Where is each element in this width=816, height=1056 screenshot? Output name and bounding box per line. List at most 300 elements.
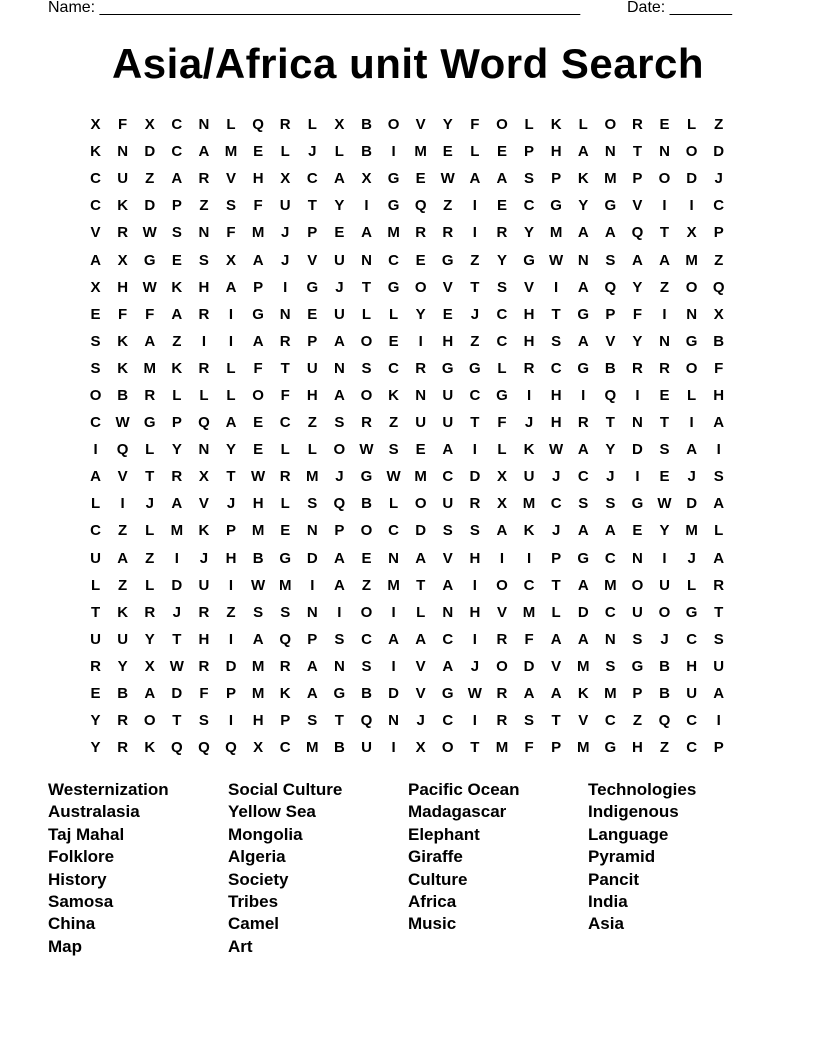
grid-letter: X [253, 739, 264, 757]
grid-letter: J [335, 278, 344, 296]
grid-letter: S [226, 197, 237, 215]
grid-letter: I [716, 712, 721, 730]
grid-letter: O [658, 603, 671, 621]
grid-letter: S [469, 522, 480, 540]
grid-letter: Y [226, 441, 237, 459]
grid-letter: P [226, 685, 237, 703]
word-list-item: Art [228, 936, 253, 956]
grid-letter: A [90, 468, 101, 486]
word-list-item: Language [588, 824, 669, 844]
word-list-item: Pyramid [588, 847, 656, 867]
grid-letter: L [361, 305, 372, 323]
grid-letter: R [361, 414, 372, 432]
grid-letter: S [198, 251, 209, 269]
grid-letter: Y [496, 251, 507, 269]
grid-letter: I [228, 332, 234, 350]
grid-letter: X [144, 657, 155, 675]
grid-letter: U [90, 549, 101, 567]
grid-letter: N [659, 332, 670, 350]
grid-letter: M [251, 685, 265, 703]
grid-letter: L [307, 441, 317, 459]
grid-letter: M [549, 224, 563, 242]
grid-letter: L [307, 116, 317, 134]
grid-letter: A [333, 386, 345, 404]
grid-letter: R [144, 603, 156, 621]
grid-letter: E [415, 441, 426, 459]
grid-letter: J [145, 495, 154, 513]
grid-letter: O [360, 386, 373, 404]
grid-letter: A [415, 549, 427, 567]
word-list-item: Africa [408, 891, 457, 911]
grid-letter: E [442, 305, 453, 323]
grid-letter: S [632, 630, 643, 648]
grid-letter: W [142, 224, 157, 242]
grid-letter: R [198, 170, 210, 188]
grid-letter: E [253, 414, 264, 432]
grid-letter: U [117, 630, 129, 648]
grid-letter: C [604, 549, 616, 567]
grid-letter: D [686, 170, 698, 188]
grid-letter: T [145, 468, 155, 486]
grid-letter: I [581, 386, 586, 404]
grid-letter: W [440, 170, 455, 188]
grid-letter: T [226, 468, 236, 486]
grid-letter: I [364, 197, 369, 215]
grid-letter: O [604, 116, 617, 134]
grid-letter: D [144, 197, 156, 215]
grid-letter: K [550, 116, 562, 134]
date-field: Date: _______ [627, 0, 732, 16]
grid-letter: S [713, 468, 724, 486]
grid-letter: C [361, 630, 372, 648]
grid-letter: R [198, 603, 210, 621]
grid-letter: H [523, 332, 535, 350]
grid-letter: Z [145, 170, 155, 188]
word-list-item: Pancit [588, 869, 640, 889]
grid-letter: J [687, 468, 696, 486]
grid-letter: V [442, 549, 453, 567]
grid-letter: I [283, 278, 288, 296]
grid-letter: D [388, 685, 399, 703]
grid-letter: W [549, 251, 564, 269]
word-list-item: Mongolia [228, 824, 303, 844]
grid-letter: L [578, 116, 588, 134]
grid-letter: Q [414, 197, 427, 215]
grid-letter: T [470, 414, 480, 432]
grid-letter: U [442, 495, 454, 513]
grid-letter: S [361, 657, 372, 675]
grid-letter: M [414, 468, 427, 486]
grid-letter: M [604, 576, 617, 594]
grid-letter: L [172, 386, 182, 404]
grid-letter: O [333, 441, 346, 459]
grid-letter: A [550, 630, 562, 648]
grid-letter: A [225, 278, 237, 296]
grid-letter: L [145, 441, 155, 459]
grid-letter: H [252, 170, 264, 188]
grid-letter: A [577, 630, 589, 648]
grid-letter: D [632, 441, 643, 459]
word-list-item: Algeria [228, 847, 286, 867]
grid-letter: A [604, 224, 616, 242]
grid-letter: A [713, 495, 725, 513]
grid-letter: X [144, 116, 155, 134]
grid-letter: Z [470, 251, 480, 269]
grid-letter: L [497, 441, 507, 459]
word-list-item: Indigenous [588, 802, 679, 822]
grid-letter: A [577, 224, 589, 242]
grid-letter: U [415, 414, 427, 432]
grid-letter: I [554, 278, 559, 296]
grid-letter: A [496, 522, 508, 540]
grid-letter: C [171, 116, 183, 134]
grid-letter: A [333, 549, 345, 567]
grid-letter: Y [90, 739, 101, 757]
grid-letter: L [280, 143, 290, 161]
grid-letter: A [496, 170, 508, 188]
grid-letter: A [713, 414, 725, 432]
grid-letter: I [635, 386, 640, 404]
grid-letter: T [551, 712, 561, 730]
grid-letter: U [442, 386, 454, 404]
grid-letter: R [279, 657, 291, 675]
grid-letter: L [687, 386, 697, 404]
grid-letter: J [714, 170, 723, 188]
grid-letter: S [307, 495, 318, 513]
grid-letter: A [577, 332, 589, 350]
grid-letter: L [90, 576, 101, 594]
grid-letter: S [605, 495, 616, 513]
grid-letter: T [172, 712, 182, 730]
grid-letter: L [226, 386, 236, 404]
grid-letter: S [524, 170, 535, 188]
grid-letter: X [117, 251, 128, 269]
grid-letter: A [713, 685, 725, 703]
grid-letter: M [387, 576, 400, 594]
grid-letter: T [90, 603, 101, 621]
grid-letter: T [551, 576, 561, 594]
word-list-spacer [408, 936, 588, 958]
grid-letter: S [334, 414, 345, 432]
grid-letter: L [388, 495, 399, 513]
grid-letter: Q [198, 739, 210, 757]
grid-letter: W [115, 414, 130, 432]
grid-letter: S [307, 712, 318, 730]
grid-letter: B [117, 386, 129, 404]
grid-letter: I [337, 603, 342, 621]
grid-letter: M [522, 603, 536, 621]
grid-letter: V [90, 224, 101, 242]
grid-letter: I [635, 468, 640, 486]
grid-letter: T [714, 603, 724, 621]
grid-letter: Y [117, 657, 128, 675]
grid-letter: C [90, 414, 101, 432]
grid-letter: H [550, 386, 562, 404]
grid-letter: S [659, 441, 670, 459]
grid-letter: O [496, 116, 508, 134]
grid-letter: I [391, 739, 396, 757]
grid-letter: Y [524, 224, 535, 242]
grid-letter: D [225, 657, 237, 675]
grid-letter: O [414, 278, 427, 296]
grid-letter: G [469, 359, 481, 377]
grid-letter: J [281, 224, 290, 242]
grid-letter: S [171, 224, 182, 242]
grid-letter: D [144, 143, 156, 161]
grid-letter: L [497, 359, 507, 377]
grid-letter: I [228, 630, 234, 648]
grid-letter: E [253, 143, 264, 161]
grid-letter: U [632, 603, 643, 621]
grid-letter: I [662, 305, 667, 323]
grid-letter: Q [712, 278, 725, 296]
word-list-item: Elephant [408, 824, 480, 844]
grid-letter: C [577, 468, 589, 486]
grid-letter: M [251, 224, 265, 242]
grid-letter: A [577, 278, 589, 296]
grid-letter: G [333, 685, 346, 703]
grid-letter: H [225, 549, 237, 567]
grid-letter: G [685, 603, 698, 621]
grid-letter: G [252, 305, 264, 323]
grid-letter: C [306, 170, 318, 188]
grid-letter: A [659, 251, 670, 269]
word-list-item: China [48, 914, 96, 934]
grid-letter: H [117, 278, 129, 296]
grid-letter: I [228, 305, 234, 323]
word-list-item: Pacific Ocean [408, 780, 520, 799]
grid-letter: X [334, 116, 345, 134]
grid-letter: C [550, 359, 562, 377]
grid-letter: I [472, 630, 477, 648]
grid-letter: Y [659, 522, 670, 540]
name-field: Name: ______________________________________________________ [48, 0, 581, 16]
grid-letter: P [307, 224, 318, 242]
word-list-item: Map [48, 936, 82, 956]
grid-letter: E [90, 305, 101, 323]
grid-letter: R [117, 224, 129, 242]
grid-letter: I [472, 576, 477, 594]
word-list-item: Culture [408, 869, 468, 889]
grid-letter: L [280, 495, 290, 513]
grid-letter: R [415, 359, 427, 377]
grid-letter: U [713, 657, 725, 675]
grid-letter: X [415, 739, 426, 757]
grid-letter: R [577, 414, 589, 432]
grid-letter: W [657, 495, 672, 513]
grid-letter: V [442, 278, 453, 296]
grid-letter: M [685, 522, 698, 540]
grid-letter: J [551, 522, 561, 540]
grid-letter: L [470, 143, 480, 161]
grid-letter: C [388, 251, 399, 269]
grid-letter: P [551, 739, 562, 757]
grid-letter: I [472, 712, 477, 730]
grid-letter: S [280, 603, 291, 621]
grid-letter: N [333, 657, 345, 675]
word-list-item: Taj Mahal [48, 824, 125, 844]
grid-letter: N [198, 224, 210, 242]
grid-letter: T [307, 197, 317, 215]
grid-letter: Y [442, 116, 453, 134]
grid-letter: R [496, 630, 508, 648]
grid-letter: S [605, 251, 616, 269]
grid-letter: M [387, 224, 400, 242]
grid-letter: E [334, 224, 345, 242]
grid-letter: K [523, 441, 535, 459]
grid-letter: Z [145, 549, 155, 567]
grid-letter: R [442, 224, 454, 242]
grid-letter: N [442, 603, 454, 621]
grid-letter: C [90, 170, 101, 188]
grid-letter: O [685, 278, 698, 296]
grid-letter: A [523, 685, 535, 703]
grid-letter: J [660, 630, 669, 648]
grid-letter: F [145, 305, 155, 323]
grid-letter: O [360, 332, 373, 350]
grid-letter: M [251, 657, 265, 675]
grid-letter: I [391, 143, 396, 161]
grid-letter: Y [605, 441, 616, 459]
grid-letter: Q [279, 630, 292, 648]
grid-letter: I [526, 549, 532, 567]
grid-letter: R [198, 359, 210, 377]
grid-letter: Y [632, 332, 643, 350]
grid-letter: S [713, 630, 724, 648]
grid-letter: S [90, 332, 101, 350]
grid-letter: I [716, 441, 721, 459]
grid-letter: A [252, 630, 264, 648]
grid-letter: S [334, 630, 345, 648]
grid-letter: K [117, 332, 129, 350]
grid-letter: Z [172, 332, 182, 350]
grid-letter: I [662, 549, 667, 567]
grid-letter: A [604, 522, 616, 540]
grid-letter: L [280, 441, 290, 459]
grid-letter: I [418, 332, 423, 350]
grid-letter: Y [90, 712, 101, 730]
grid-letter: Z [199, 197, 209, 215]
grid-letter: S [361, 359, 372, 377]
grid-letter: F [118, 305, 128, 323]
grid-letter: D [415, 522, 427, 540]
grid-letter: J [308, 143, 317, 161]
grid-letter: F [524, 630, 534, 648]
page-title: Asia/Africa unit Word Search [111, 40, 705, 87]
grid-letter: N [415, 386, 427, 404]
grid-letter: O [631, 576, 644, 594]
grid-letter: H [550, 143, 562, 161]
grid-letter: Y [578, 197, 589, 215]
grid-letter: D [469, 468, 481, 486]
grid-letter: C [279, 739, 291, 757]
grid-letter: X [90, 116, 101, 134]
word-list-item: Folklore [48, 847, 115, 867]
grid-letter: N [279, 305, 291, 323]
grid-letter: B [604, 359, 616, 377]
grid-letter: A [171, 305, 183, 323]
grid-letter: F [470, 116, 480, 134]
word-list-item: Madagascar [408, 802, 507, 822]
grid-letter: R [279, 116, 291, 134]
grid-letter: A [577, 441, 589, 459]
grid-letter: R [117, 712, 129, 730]
grid-letter: O [496, 576, 508, 594]
grid-letter: G [604, 197, 617, 215]
grid-letter: H [469, 549, 481, 567]
grid-letter: P [307, 332, 318, 350]
grid-letter: A [171, 495, 183, 513]
grid-letter: M [604, 170, 617, 188]
grid-letter: B [659, 657, 670, 675]
grid-letter: K [171, 359, 183, 377]
grid-letter: I [93, 441, 98, 459]
grid-letter: F [497, 414, 507, 432]
grid-letter: J [172, 603, 181, 621]
grid-letter: W [467, 685, 482, 703]
grid-letter: A [333, 170, 345, 188]
grid-letter: D [523, 657, 535, 675]
grid-letter: U [686, 685, 698, 703]
grid-letter: E [442, 143, 453, 161]
grid-letter: P [605, 305, 616, 323]
grid-letter: S [442, 522, 453, 540]
grid-letter: A [442, 576, 454, 594]
grid-letter: L [145, 522, 155, 540]
grid-letter: Z [714, 116, 724, 134]
grid-letter: C [686, 712, 698, 730]
grid-letter: V [415, 116, 426, 134]
grid-letter: G [604, 739, 617, 757]
grid-letter: U [279, 197, 291, 215]
grid-letter: S [90, 359, 101, 377]
grid-letter: R [469, 495, 481, 513]
grid-letter: T [172, 630, 182, 648]
grid-letter: O [441, 739, 454, 757]
grid-letter: I [472, 197, 477, 215]
grid-letter: O [143, 712, 156, 730]
grid-letter: N [577, 251, 589, 269]
word-list-item: Social Culture [228, 780, 343, 799]
grid-letter: H [252, 495, 264, 513]
grid-letter: P [551, 170, 562, 188]
grid-letter: J [199, 549, 209, 567]
grid-letter: A [117, 549, 129, 567]
grid-letter: C [171, 143, 183, 161]
grid-letter: M [170, 522, 184, 540]
grid-letter: B [659, 685, 670, 703]
grid-letter: J [226, 495, 236, 513]
grid-letter: P [280, 712, 291, 730]
grid-letter: A [144, 332, 156, 350]
grid-letter: O [685, 143, 698, 161]
grid-letter: T [334, 712, 344, 730]
grid-letter: P [551, 549, 562, 567]
grid-letter: V [117, 468, 128, 486]
grid-letter: W [386, 468, 401, 486]
grid-letter: G [387, 170, 400, 188]
grid-letter: L [145, 576, 155, 594]
grid-letter: Z [307, 414, 317, 432]
grid-letter: Q [170, 739, 183, 757]
word-list-item: Asia [588, 914, 624, 934]
grid-letter: E [632, 522, 643, 540]
grid-letter: I [201, 332, 206, 350]
grid-letter: P [171, 197, 182, 215]
grid-letter: U [333, 251, 345, 269]
grid-letter: M [278, 576, 292, 594]
grid-letter: K [577, 685, 589, 703]
